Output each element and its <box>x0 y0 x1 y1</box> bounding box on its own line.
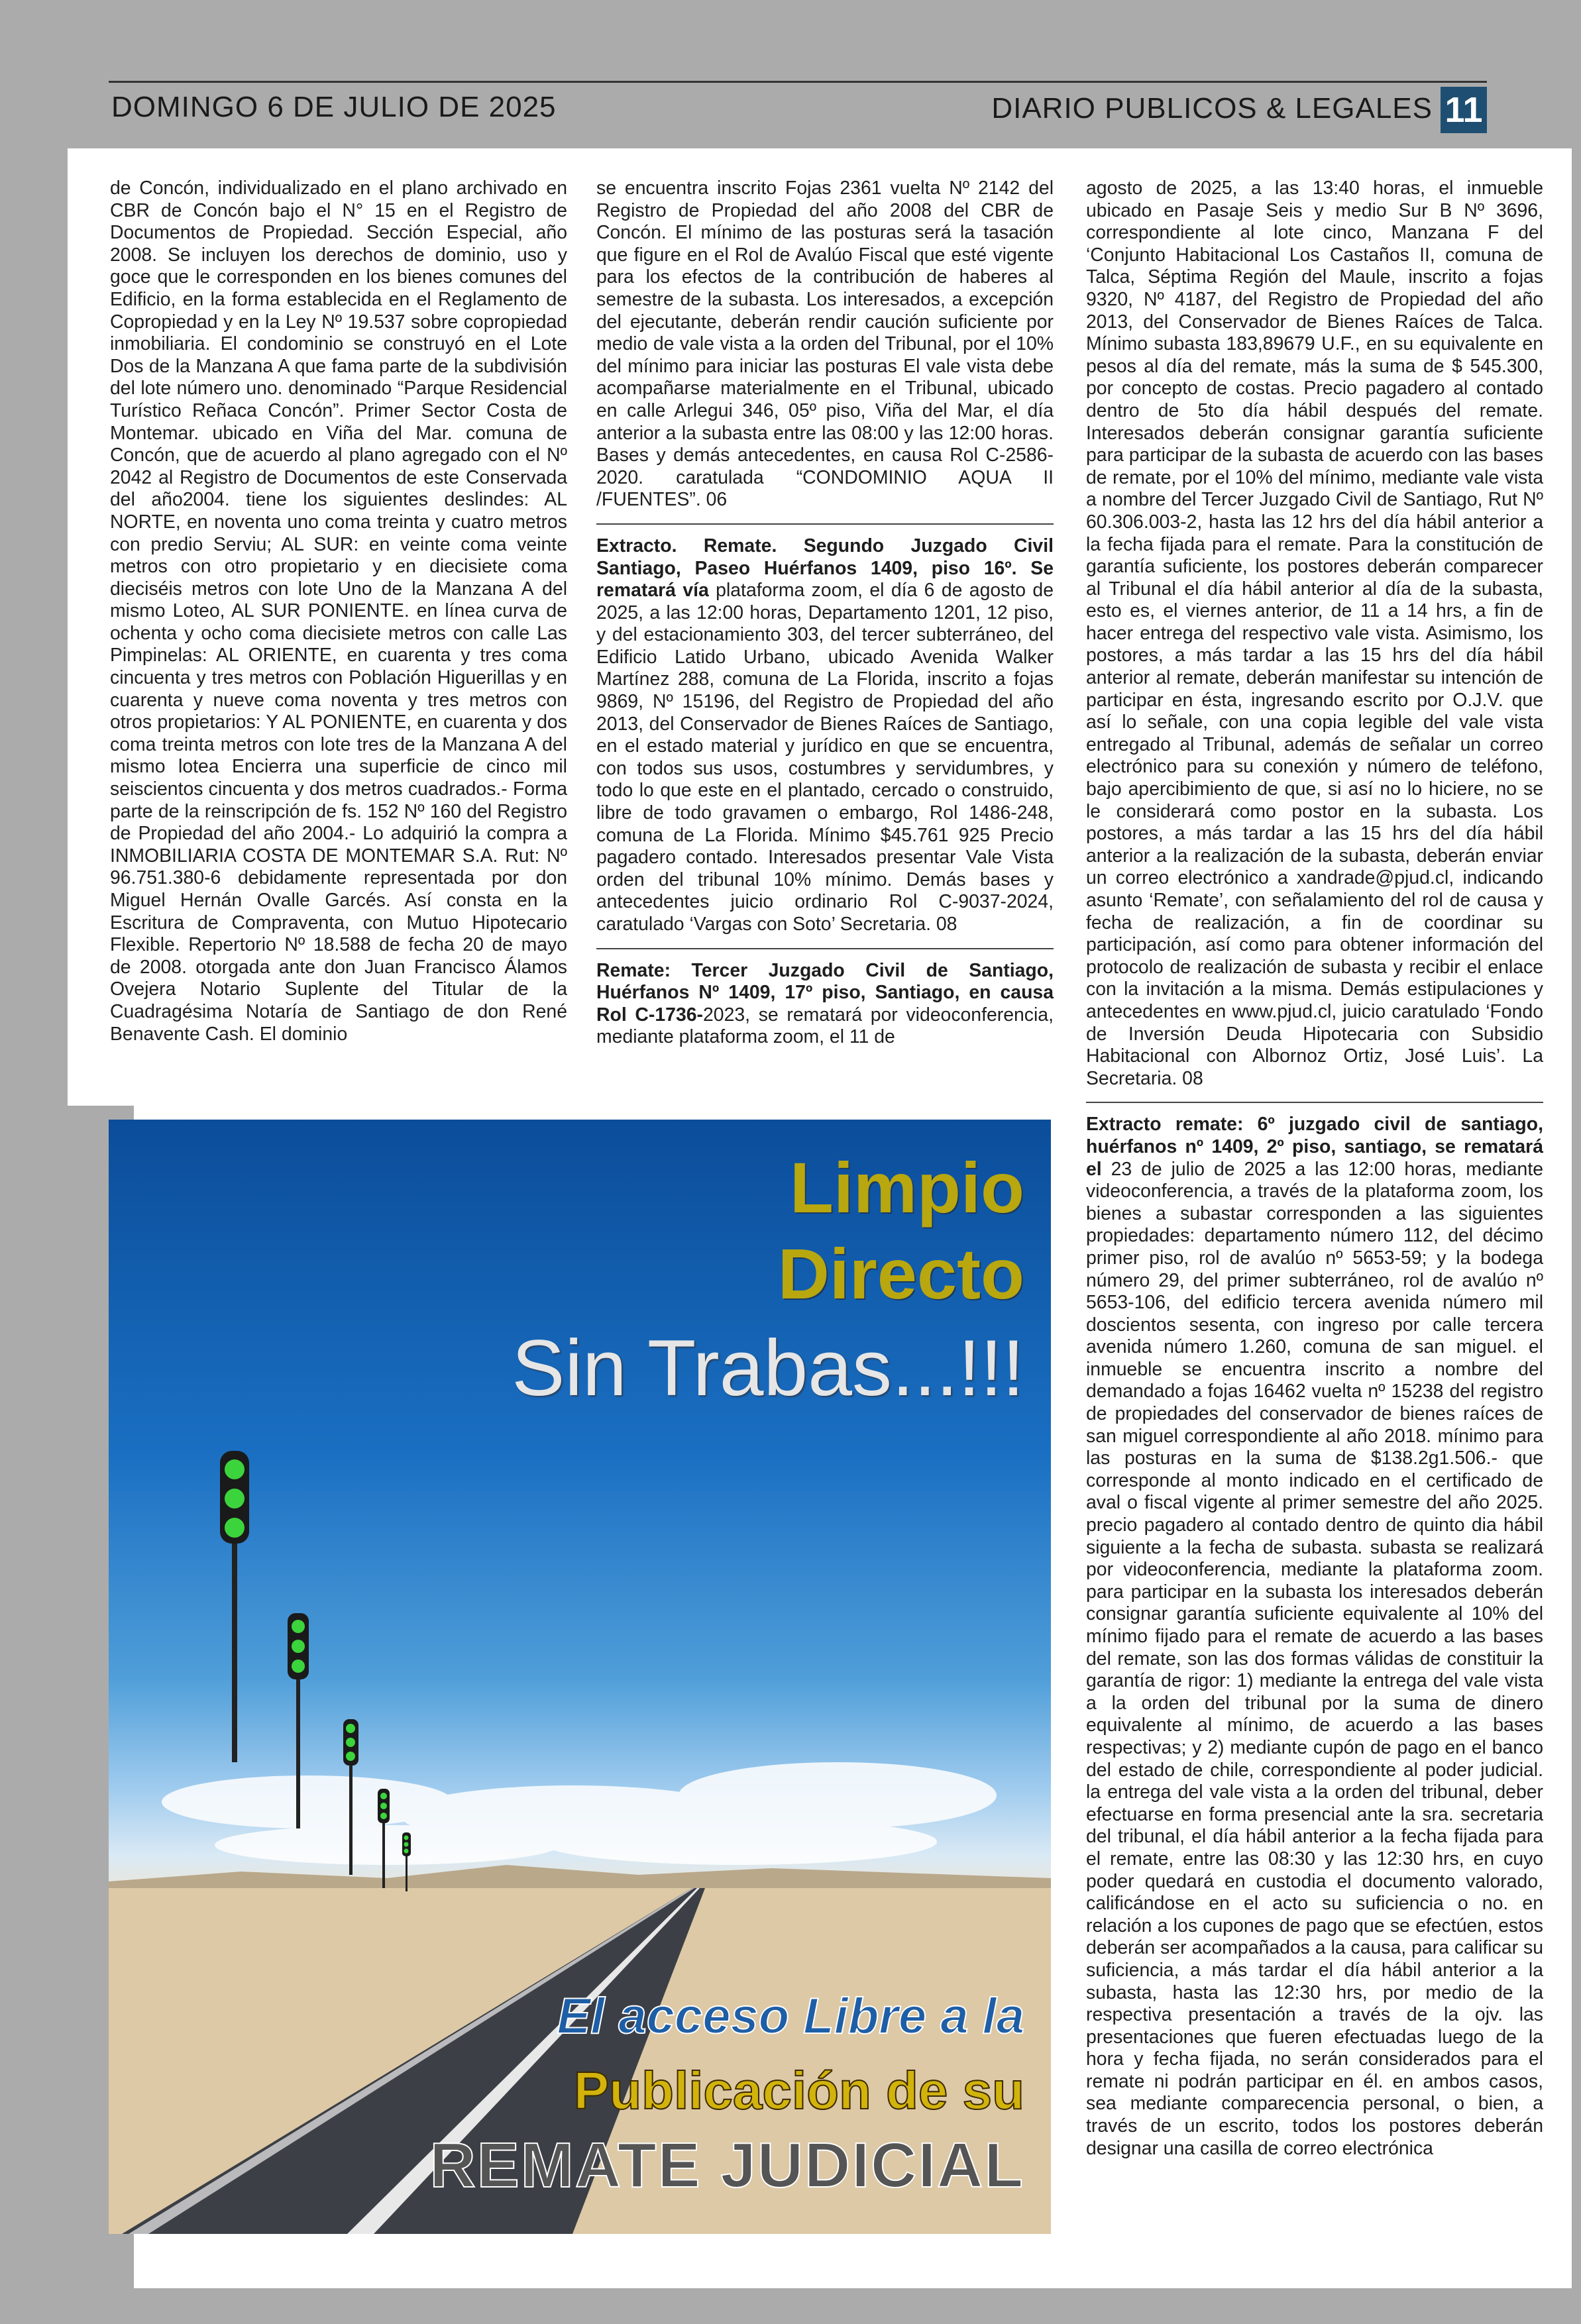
notice-heading: Extracto. Remate. Segundo Juzgado Civil Santiago, Paseo Huérfanos 1409, piso 16º. Se rematará vía <box>596 535 1054 602</box>
ad-headline-sin-trabas: Sin Trabas...!!! <box>512 1324 1024 1412</box>
edition-date: DOMINGO 6 DE JULIO DE 2025 <box>111 91 557 123</box>
page-number-badge: 11 <box>1441 87 1487 133</box>
traffic-light-icon <box>220 1451 249 1762</box>
notice-body: plataforma zoom, el día 6 de agosto de 2025, a las 12:00 horas, Departamento 1201, 12 piso, y del estacionamiento 303, del tercer subterráneo, del Edificio Latido Urbano, ubicado Avenida Walker Martínez 288, comuna de La Florida, inscrito a fojas 9869, Nº 15196, del Registro de Propiedad del año 2013, del Conservador de Bienes Raíces de Santiago, en el estado material y jurídico en que se encuentra, con todos sus usos, costumbres y servidumbres, y todo lo que este en el plantado, cercado o construido, libre de todo gravamen o embargo, Rol 1486-248, comuna de La Florida. Mínimo $45.761 925 Precio pagadero contado. Interesados presentar Vale Vista orden del tribunal 10% mínimo. Demás bases y antecedentes juicio ordinario Rol C-9037-2024, caratulado ‘Vargas con Soto’ Secretaria. 08 <box>596 580 1054 935</box>
notice-continuation-3: agosto de 2025, a las 13:40 horas, el inmueble ubicado en Pasaje Seis y medio Sur B Nº 3696, correspondiente al lote cinco, Manzana F del ‘Conjunto Habitacional Los Castaños II, comuna de Talca, Séptima Región del Maule, inscrito a fojas 9320, Nº 4187, del Registro de Propiedad del año 2013, del Conservador de Bienes Raíces de Talca. Mínimo subasta 183,89679 U.F., en su equivalente en pesos al día del remate, más la suma de $ 545.300, por concepto de costas. Precio pagadero al contado dentro de 5to día hábil después del remate. Interesados deberán consignar garantía suficiente para participar de la subasta de acuerdo con las bases de remate, por el 10% del mínimo, mediante vale vista a nombre del Tercer Juzgado Civil de Santiago, Rut Nº 60.306.003-2, hasta las 12 hrs del día hábil anterior a la fecha fijada para el remate. Para la constitución de garantía suficiente, los postores deberán comparecer al Tribunal el día hábil anterior al día de la subasta, esto es, el viernes anterior, de 11 a 14 hrs, a fin de hacer entrega del respectivo vale vista. Asimismo, los postores, a más tardar a las 15 hrs del día hábil anterior al remate, deberán manifestar su intención de participar en ésta, ingresando escrito por O.J.V. que así lo señale, con una copia legible del vale vista entregado al Tribunal, además de señalar un correo electrónico para su conexión y número de teléfono, bajo apercibimiento de que, si así no lo hiciere, no se le considerará como postor en la subasta. Los postores, a más tardar a las 15 hrs del día hábil anterior a la realización de la subasta, deberán enviar un correo electrónico a xandrade@pjud.cl, indicando asunto ‘Remate’, con señalamiento del rol de causa y fecha de realización, a fin de coordinar su participación, así como para obtener información del protocolo de realización de subasta y recibir el enlace con la invitación a la misma. Demás estipulaciones y antecedentes en www.pjud.cl, juicio caratulado ‘Fondo de Inversión Deuda Hipotecaria con Subsidio Habitacional con Albornoz Ortiz, José Luis’. La Secretaria. 08 <box>1086 178 1543 1089</box>
masthead <box>109 81 1487 134</box>
notice-sexto-juzgado <box>1086 1114 1543 2160</box>
notice-divider <box>596 948 1054 949</box>
notice-body: 23 de julio de 2025 a las 12:00 horas, mediante videoconferencia, a través de la plataforma zoom, los bienes a subastar corresponden a las siguientes propiedades: departamento número 112, del décimo primer piso, rol de avalúo nº 5653-59; y la bodega número 29, del primer subterráneo, rol de avalúo nº 5653-106, del edificio tercera avenida número mil doscientos sesenta, con ingreso por calle tercera avenida número 1.260, comuna de san miguel. el inmueble se encuentra inscrito a nombre del demandado a fojas 16462 vuelta nº 15238 del registro de propiedades del conservador de bienes raíces de san miguel correspondiente al año 2018. mínimo para las posturas en la suma de $138.2g1.506.- que corresponde al monto indicado en el certificado de aval o fiscal vigente al primer semestre del año 2025. precio pagadero al contado dentro de quinto dia hábil siguiente a la fecha de subasta. subasta se realizará por videoconferencia, mediante la plataforma zoom. para participar en la subasta los interesados deberán consignar garantía suficiente equivalente al 10% del mínimo fijado para el remate de acuerdo a las bases del remate, son las dos formas válidas de constituir la garantía de rigor: 1) mediante la entrega del vale vista a la orden del tribunal por la suma de dinero equivalente al mínimo, de acuerdo a las bases respectivas; y 2) mediante cupón de pago en el banco del estado de chile, correspondiente al poder judicial. la entrega del vale vista a la orden del tribunal, deber efectuarse en forma presencial ante la sra. secretaria del tribunal, el día hábil anterior a la fecha fijada para el remate, entre las 08:30 y las 12:30 hrs, en cuyo poder quedará en custodia el documento valorado, calificándose en el acto su suficiencia o no. en relación a los cupones de pago que se efectúen, estos deberán ser acompañados a la causa, para calificar su suficiencia, a más tardar el día hábil anterior a la subasta, hasta las 12:30 hrs, por medio de la respectiva presentación a través de la ojv. las presentaciones que fueren efectuadas luego de la hora y fecha fijada, no serán considerados para el remate ni podrán participar en él. en ambos casos, sea mediante comparecencia personal, o bien, a través de un escrito, todos los postores deberán designar una casilla de correo electrónica <box>1086 1158 1543 2159</box>
notice-divider <box>596 523 1054 525</box>
clouds <box>162 1762 997 1865</box>
notice-body: 2023, se rematará por videoconferencia, mediante plataforma zoom, el 11 de <box>596 1004 1054 1048</box>
column-2 <box>596 178 1054 1061</box>
ad-headline-directo: Directo <box>777 1234 1024 1314</box>
ad-slogan-line-3: REMATE JUDICIAL <box>429 2130 1024 2201</box>
horizon-hills <box>109 1865 1051 1891</box>
advertisement <box>109 1120 1051 2234</box>
ad-slogan-line-2: Publicación de su <box>573 2061 1024 2120</box>
notice-heading: Extracto remate: 6º juzgado civil de santiago, huérfanos nº 1409, 2º piso, santiago, se rematará el <box>1086 1114 1543 1180</box>
ad-headline-limpio: Limpio <box>790 1147 1024 1228</box>
ad-slogan-line-1: El acceso Libre a la <box>557 1988 1024 2044</box>
notice-segundo-juzgado <box>596 535 1054 936</box>
notice-tercer-juzgado <box>596 960 1054 1049</box>
notice-continuation-2: se encuentra inscrito Fojas 2361 vuelta Nº 2142 del Registro de Propiedad del año 2008 del CBR de Concón. El mínimo de las posturas será la tasación que figure en el Rol de Avalúo Fiscal que esté vigente para los efectos de la contribución de haberes al semestre de la subasta. Los interesados, a excepción del ejecutante, deberán rendir caución suficiente por medio de vale vista a la orden del Tribunal, por el 10% del mínimo para iniciar las posturas El vale vista debe acompañarse materialmente en el Tribunal, ubicado en calle Arlegui 346, 05º piso, Viña del Mar, el día anterior a la subasta entre las 08:00 y las 12:00 horas. Bases y demás antecedentes, en causa Rol C-2586-2020. caratulada “CONDOMINIO AQUA II /FUENTES”. 06 <box>596 178 1054 511</box>
column-1 <box>110 178 567 1057</box>
column-3 <box>1086 178 1543 2172</box>
publication-name: DIARIO PUBLICOS & LEGALES <box>991 92 1433 125</box>
notice-continuation: de Concón, individualizado en el plano archivado en CBR de Concón bajo el N° 15 en el Registro de Documentos de Propiedad. Sección Especial, año 2008. Se incluyen los derechos de dominio, uso y goce que le corresponden en los bienes comunes del Edificio, en la forma establecida en el Reglamento de Copropiedad y en la Ley Nº 19.537 sobre copropiedad inmobiliaria. El condominio se construyó en el Lote Dos de la Manzana A que fama parte de la subdivisión del lote número uno. denominado “Parque Residencial Turístico Reñaca Concón”. Primer Sector Costa de Montemar. ubicado en Viña del Mar. comuna de Concón, que de acuerdo al plano agregado con el Nº 2042 al Registro de Documentos de este Conservada del año2004. tiene los siguientes deslindes: AL NORTE, en noventa uno coma treinta y cuatro metros con predio Serviu; AL SUR: en veinte coma veinte metros con otro propietario y en diecisiete coma dieciséis metros con lote Uno de la Manzana A del mismo Loteo, AL SUR PONIENTE. en línea curva de ochenta y ocho coma diecisiete metros con calle Las Pimpinelas: AL ORIENTE, en cuarenta y tres coma cincuenta y tres metros con Población Higuerillas y en cuarenta y nueve coma noventa y tres metros con otros propietarios: Y AL PONIENTE, en cuarenta y dos coma treinta metros con lote tres de la Manzana A del mismo lotea Encierra una superficie de cinco mil seiscientos cincuenta y dos metros cuadrados.- Forma parte de la reinscripción de fs. 152 Nº 160 del Registro de Propiedad del año 2004.- Lo adquirió la compra a INMOBILIARIA COSTA DE MONTEMAR S.A. Rut: Nº 96.751.380-6 debidamente representada por don Miguel Hernán Ovalle Garcés. Así consta en la Escritura de Compraventa, con Mutuo Hipotecario Flexible. Repertorio Nº 18.588 de fecha 20 de mayo de 2008. otorgada ante don Juan Francisco Álamos Ovejera Notario Suplente del Titular de la Cuadragésima Notaría de Santiago de don René Benavente Cash. El dominio <box>110 178 567 1045</box>
notice-divider <box>1086 1102 1543 1103</box>
notice-heading: Remate: Tercer Juzgado Civil de Santiago, Huérfanos Nº 1409, 17º piso, Santiago, en causa Rol C-1736- <box>596 959 1054 1026</box>
